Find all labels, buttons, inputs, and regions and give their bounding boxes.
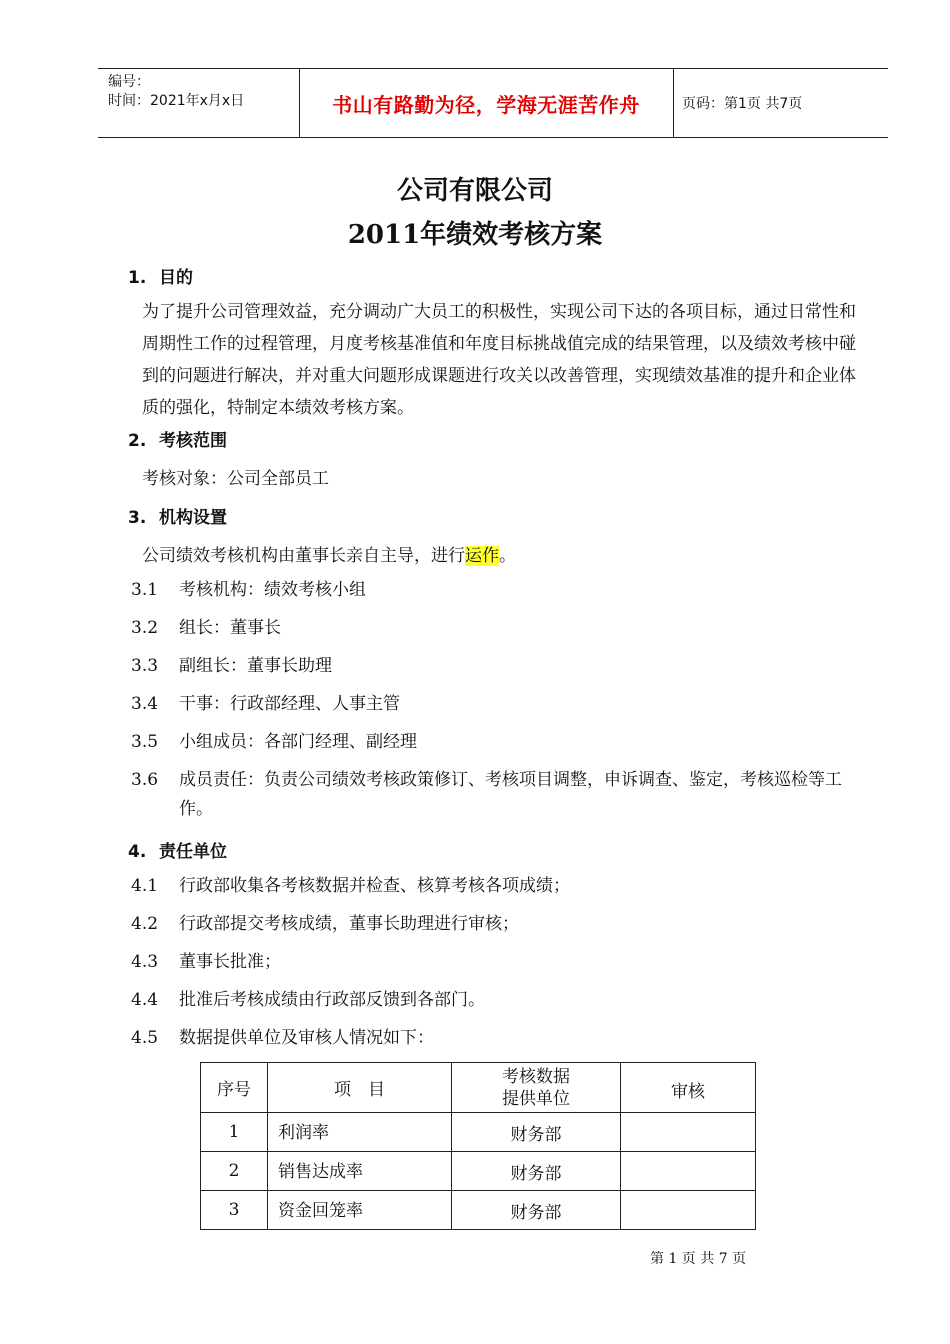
section-heading-responsibility bbox=[128, 837, 227, 862]
header-cell-line: 考核数据 bbox=[502, 1066, 570, 1087]
cell-unit: 财务部 bbox=[452, 1113, 621, 1152]
section-title: 考核范围 bbox=[159, 431, 227, 451]
cell-item: 销售达成率 bbox=[268, 1152, 452, 1191]
item-text: 行政部收集各考核数据并检查、核算考核各项成绩； bbox=[179, 876, 570, 896]
section-intro-organization bbox=[142, 541, 516, 566]
cell-item: 利润率 bbox=[268, 1113, 452, 1152]
list-item bbox=[131, 948, 871, 977]
item-number: 3.3 bbox=[131, 656, 159, 676]
header-cell bbox=[452, 1063, 621, 1113]
header-cell: 审核 bbox=[621, 1063, 756, 1113]
cell-item: 资金回笼率 bbox=[268, 1191, 452, 1230]
section-number: 3. bbox=[128, 508, 147, 528]
section-heading-organization bbox=[128, 503, 227, 528]
cell-no: 1 bbox=[201, 1113, 268, 1152]
serial-number-label: 编号： bbox=[108, 74, 150, 90]
item-text: 考核机构：绩效考核小组 bbox=[179, 580, 366, 600]
header-cell-line: 提供单位 bbox=[502, 1088, 570, 1109]
item-text: 副组长：董事长助理 bbox=[179, 656, 332, 676]
item-text: 组长：董事长 bbox=[179, 618, 281, 638]
item-text: 董事长批准； bbox=[179, 952, 281, 972]
page-footer: 第 1 页 共 7 页 bbox=[650, 1251, 747, 1267]
document-header bbox=[98, 68, 888, 138]
list-item bbox=[131, 690, 871, 719]
section-title: 机构设置 bbox=[159, 508, 227, 528]
cell-review bbox=[621, 1113, 756, 1152]
list-item bbox=[131, 766, 871, 824]
section-title: 目的 bbox=[159, 268, 193, 288]
item-text: 批准后考核成绩由行政部反馈到各部门。 bbox=[179, 990, 485, 1010]
item-text: 干事：行政部经理、人事主管 bbox=[179, 694, 400, 714]
date-label: 时间：2021年x月x日 bbox=[108, 93, 245, 109]
section-number: 4. bbox=[128, 842, 147, 862]
item-number: 3.4 bbox=[131, 694, 159, 714]
header-cell: 序号 bbox=[201, 1063, 268, 1113]
item-number: 4.4 bbox=[131, 990, 159, 1010]
list-item bbox=[131, 872, 871, 901]
section-body-purpose: 为了提升公司管理效益，充分调动广大员工的积极性，实现公司下达的各项目标，通过日常性和周期性工作的过程管理，月度考核基准值和年度目标挑战值完成的结果管理，以及绩效考核中碰到的问题进行解决，并对重大问题形成课题进行攻关以改善管理，实现绩效基准的提升和企业体质的强化，特制定本绩效考核方案。 bbox=[142, 302, 856, 418]
table-row bbox=[201, 1191, 756, 1230]
company-title: 公司有限公司 bbox=[396, 176, 553, 206]
section-heading-purpose bbox=[128, 263, 193, 288]
table-row bbox=[201, 1152, 756, 1191]
list-item bbox=[131, 986, 871, 1015]
item-text: 小组成员：各部门经理、副经理 bbox=[179, 732, 417, 752]
list-item bbox=[131, 910, 871, 939]
header-cell: 项 目 bbox=[268, 1063, 452, 1113]
item-number: 3.1 bbox=[131, 580, 159, 600]
header-page-number: 页码：第1页 共7页 bbox=[682, 96, 803, 112]
header-meta bbox=[108, 73, 298, 111]
list-item bbox=[131, 614, 871, 643]
item-text: 行政部提交考核成绩，董事长助理进行审核； bbox=[179, 914, 519, 934]
item-text: 成员责任：负责公司绩效考核政策修订、考核项目调整，申诉调查、鉴定，考核巡检等工作。 bbox=[179, 770, 842, 819]
cell-no: 3 bbox=[201, 1191, 268, 1230]
item-number: 3.6 bbox=[131, 770, 159, 790]
section-body-scope: 考核对象：公司全部员工 bbox=[142, 469, 329, 489]
list-item bbox=[131, 1024, 871, 1053]
item-number: 4.5 bbox=[131, 1028, 159, 1048]
list-item bbox=[131, 728, 871, 757]
item-number: 4.2 bbox=[131, 914, 159, 934]
cell-review bbox=[621, 1152, 756, 1191]
section-number: 1. bbox=[128, 268, 147, 288]
item-number: 4.3 bbox=[131, 952, 159, 972]
highlighted-text: 运作 bbox=[465, 546, 499, 566]
data-provider-table bbox=[200, 1062, 756, 1230]
list-item bbox=[131, 576, 871, 605]
section-number: 2. bbox=[128, 431, 147, 451]
table-header-row bbox=[201, 1063, 756, 1113]
cell-unit: 财务部 bbox=[452, 1152, 621, 1191]
item-text: 数据提供单位及审核人情况如下： bbox=[179, 1028, 434, 1048]
table-row bbox=[201, 1113, 756, 1152]
cell-unit: 财务部 bbox=[452, 1191, 621, 1230]
intro-text-end: 。 bbox=[499, 546, 516, 566]
item-number: 3.5 bbox=[131, 732, 159, 752]
item-number: 3.2 bbox=[131, 618, 159, 638]
item-number: 4.1 bbox=[131, 876, 159, 896]
cell-review bbox=[621, 1191, 756, 1230]
section-title: 责任单位 bbox=[159, 842, 227, 862]
header-motto: 书山有路勤为径，学海无涯苦作舟 bbox=[332, 93, 640, 117]
header-divider bbox=[673, 69, 674, 137]
document-title: 2011年绩效考核方案 bbox=[347, 220, 603, 250]
intro-text: 公司绩效考核机构由董事长亲自主导，进行 bbox=[142, 546, 465, 566]
cell-no: 2 bbox=[201, 1152, 268, 1191]
section-heading-scope bbox=[128, 426, 227, 451]
list-item bbox=[131, 652, 871, 681]
